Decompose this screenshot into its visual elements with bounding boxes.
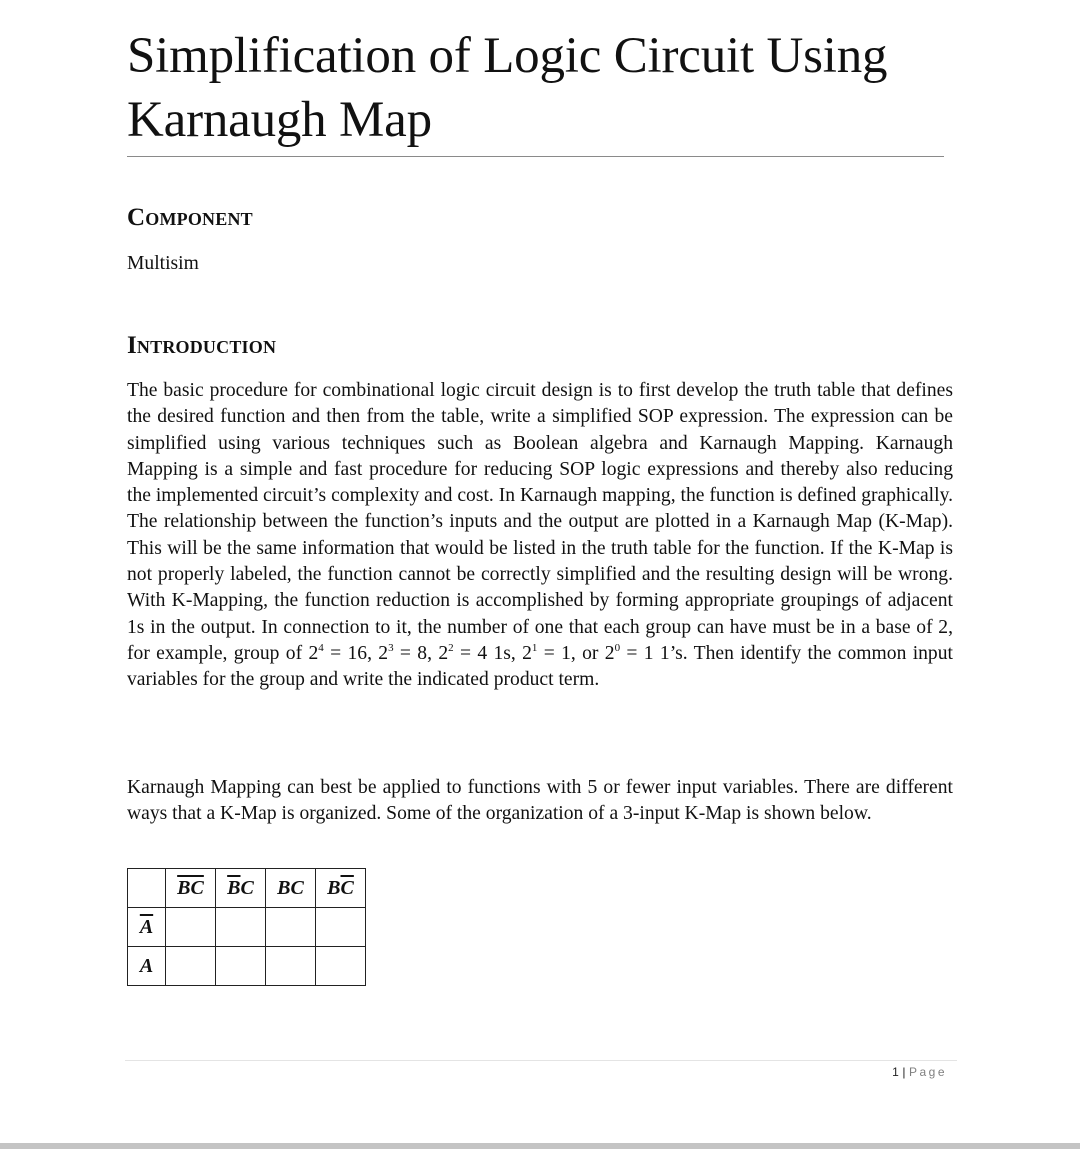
footer-separator: | — [902, 1065, 906, 1079]
kmap-var: $\overline{C}$ — [340, 876, 354, 899]
para1-segment-5: = 1 1’s. Then identify the common input variables for the group and write the indicated product term. — [127, 642, 953, 691]
component-heading: Component — [127, 204, 253, 231]
kmap-var: $\overline{A}$ — [139, 915, 154, 938]
kmap-cell — [266, 947, 316, 986]
kmap-cell — [266, 908, 316, 947]
component-body: Multisim — [127, 253, 199, 274]
introduction-paragraph-2: Karnaugh Mapping can best be applied to functions with 5 or fewer input variables. There are different ways that a K-Map is organized. Some of the organization of a 3-input K-Map is shown below. — [127, 777, 953, 825]
para1-segment-4: = 1, or 2 — [537, 642, 615, 664]
kmap-var: C — [290, 876, 304, 899]
page-title: Simplification of Logic Circuit Using Karnaugh Map — [127, 28, 888, 148]
kmap-cell — [316, 908, 366, 947]
footer-divider — [125, 1060, 957, 1061]
kmap-cell — [316, 947, 366, 986]
introduction-paragraph-1 — [127, 378, 953, 694]
kmap-cell — [166, 908, 216, 947]
para1-segment-1: = 16, 2 — [323, 642, 389, 664]
exponent-1: 4 — [318, 641, 324, 654]
kmap-row — [128, 908, 366, 947]
introduction-heading: Introduction — [127, 332, 277, 359]
kmap-var: $\overline{B}$ — [177, 876, 191, 899]
title-divider — [127, 156, 944, 157]
para1-main-text: The basic procedure for combinational logic circuit design is to first develop the truth table that defines the desired function and then from the table, write a simplified SOP expression. The expression can be simplified using various techniques such as Boolean algebra and Karnaugh Mapping. Karnaugh Mapping is a simple and fast procedure for reducing SOP logic expressions and thereby also reducing the implemented circuit’s complexity and cost. In Karnaugh mapping, the function is defined graphically. The relationship between the function’s inputs and the output are plotted in a Karnaugh Map (K-Map). This will be the same information that would be listed in the truth table for the function. If the K-Map is not properly labeled, the function cannot be correctly simplified and the resulting design will be wrong. With K-Mapping, the function reduction is accomplished by forming appropriate groupings of adjacent 1s in the output. In connection to it, the number of one that each group can have must be in a base of 2, for example, group of 2 — [127, 380, 953, 664]
kmap-col-header — [216, 869, 266, 908]
kmap-var: $\overline{C}$ — [190, 876, 204, 899]
kmap-col-header — [166, 869, 216, 908]
karnaugh-map-table — [127, 868, 366, 986]
page-number: 1 — [892, 1065, 900, 1079]
exponent-4: 1 — [531, 641, 538, 654]
kmap-cell — [166, 947, 216, 986]
kmap-col-header — [316, 869, 366, 908]
exponent-5: 0 — [614, 641, 621, 654]
kmap-var: B — [277, 876, 291, 899]
page-footer — [892, 1065, 947, 1079]
kmap-corner-cell — [128, 869, 166, 908]
page-label: Page — [908, 1065, 947, 1079]
kmap-cell — [216, 908, 266, 947]
viewer-bottom-edge — [0, 1143, 1080, 1149]
kmap-row-header — [128, 947, 166, 986]
exponent-2: 3 — [388, 641, 394, 654]
para1-segment-2: = 8, 2 — [393, 642, 449, 664]
exponent-3: 2 — [448, 641, 454, 654]
kmap-var: C — [240, 876, 254, 899]
kmap-cell — [216, 947, 266, 986]
kmap-header-row — [128, 869, 366, 908]
kmap-var: A — [139, 954, 154, 977]
kmap-var: $\overline{B}$ — [227, 876, 241, 899]
kmap-row — [128, 947, 366, 986]
kmap-col-header — [266, 869, 316, 908]
kmap-var: B — [327, 876, 341, 899]
para1-segment-3: = 4 1s, 2 — [453, 642, 532, 664]
kmap-row-header — [128, 908, 166, 947]
